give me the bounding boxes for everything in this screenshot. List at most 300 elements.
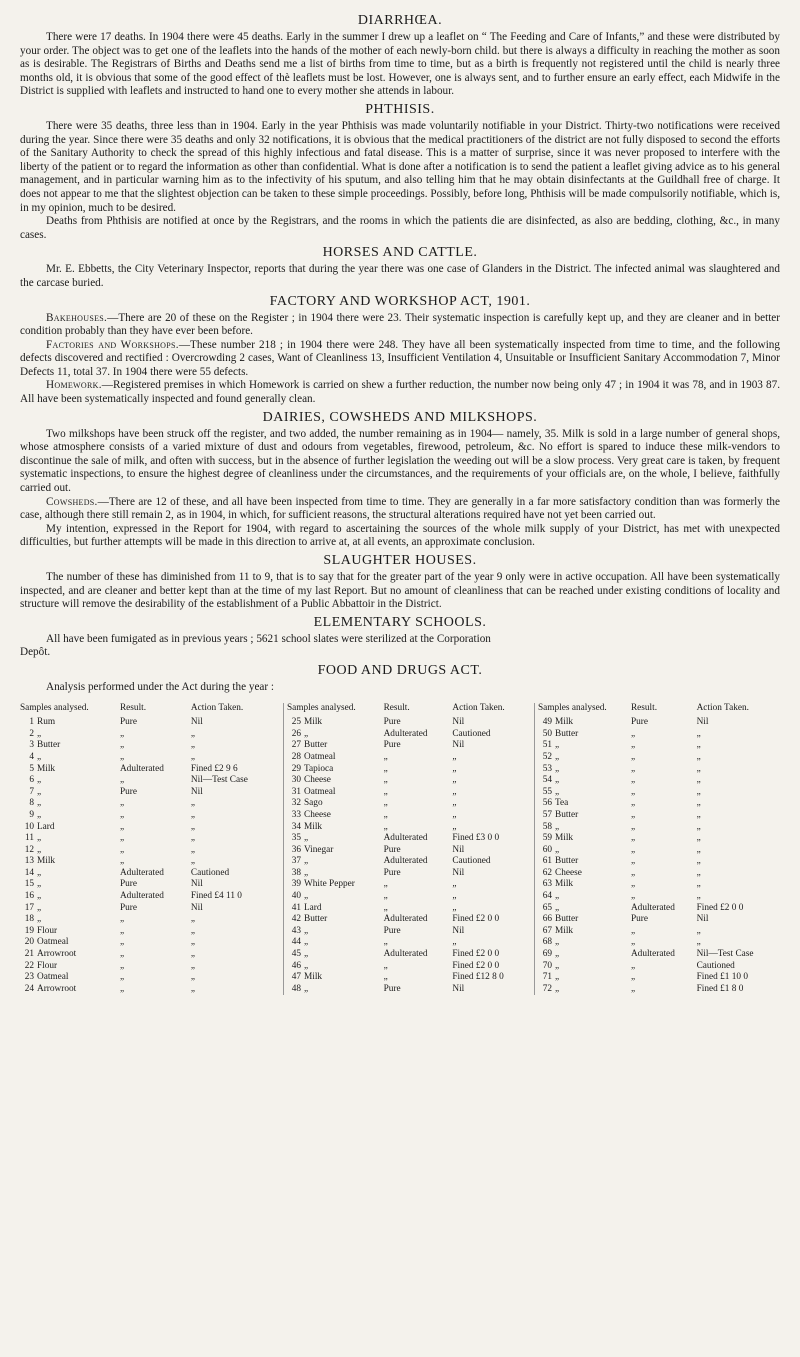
sample-article: „	[555, 821, 560, 832]
sample-result: „	[630, 786, 636, 797]
sample-number: 47	[291, 972, 301, 983]
sample-result: „	[630, 821, 636, 832]
sample-article: „	[304, 856, 309, 867]
sample-article: Milk	[304, 972, 323, 983]
sample-article: Milk	[555, 925, 574, 936]
sample-number: 37	[291, 856, 301, 867]
sample-action: „	[190, 949, 196, 960]
sample-article: Arrowroot	[37, 983, 77, 994]
sample-number: 14	[24, 867, 34, 878]
sample-article: Flour	[37, 960, 58, 971]
sample-action: „	[190, 798, 196, 809]
table-row	[535, 764, 781, 776]
sample-action: „	[452, 902, 457, 913]
sample-result: „	[119, 914, 125, 925]
sample-number: 57	[542, 809, 552, 820]
table-row	[535, 961, 781, 973]
sample-article: „	[37, 728, 42, 739]
sample-number: 61	[542, 856, 552, 867]
table-row	[535, 822, 781, 834]
sample-action: „	[190, 983, 196, 994]
sample-action: „	[696, 879, 701, 890]
table-row	[284, 717, 534, 729]
table-row	[535, 879, 781, 891]
sample-number: 63	[542, 879, 552, 890]
sample-action: Nil	[190, 902, 203, 913]
table-row	[20, 891, 282, 903]
sample-action: Fined £3 0 0	[452, 833, 500, 844]
sample-number: 35	[291, 833, 301, 844]
table-row	[535, 740, 781, 752]
sample-article: „	[37, 867, 42, 878]
sample-result: „	[119, 728, 125, 739]
sample-result: „	[630, 844, 636, 855]
table-row	[284, 972, 534, 984]
table-row	[20, 833, 282, 845]
sample-number: 54	[542, 775, 552, 786]
sample-result: „	[119, 983, 125, 994]
sample-result: „	[630, 833, 636, 844]
sample-result: Adulterated	[630, 902, 675, 913]
sample-number: 34	[291, 821, 301, 832]
sample-action: „	[190, 809, 196, 820]
sample-article: „	[555, 740, 560, 751]
sample-article: Vinegar	[304, 844, 334, 855]
sample-number: 43	[291, 925, 301, 936]
sample-article: Cheese	[304, 775, 331, 786]
sample-number: 46	[291, 960, 301, 971]
table-row	[284, 740, 534, 752]
sample-article: Lard	[37, 821, 55, 832]
sample-result: „	[383, 798, 388, 809]
sample-number: 16	[24, 891, 34, 902]
sample-action: Fined £2 0 0	[452, 949, 500, 960]
sample-action: Nil	[452, 925, 465, 936]
table-row	[284, 914, 534, 926]
sample-action: „	[696, 821, 701, 832]
sample-article: Butter	[555, 914, 579, 925]
table-row	[284, 937, 534, 949]
table-row	[284, 926, 534, 938]
table-row	[535, 856, 781, 868]
sample-result: „	[630, 775, 636, 786]
sample-article: „	[555, 972, 560, 983]
sample-action: Nil	[696, 717, 709, 728]
sample-number: 11	[25, 833, 34, 844]
sample-article: Butter	[304, 740, 328, 751]
table-row	[535, 972, 781, 984]
sample-number: 62	[542, 867, 552, 878]
cowsheds-text: —There are 12 of these, and all have been inspected from time to time. They are generally in a far more satisfactory condition than was formerly the case, although there still remain 2, as in 1904, in which, for sufficient reasons, the structural alterations required have not yet been carried out.	[20, 495, 780, 522]
schools-title: ELEMENTARY SCHOOLS.	[313, 614, 487, 630]
slaughter-paragraph: The number of these has diminished from 11 to 9, that is to say that for the greater part of the year 9 only were in active occupation. All have been systematically inspected, and are cleaner and better kept than at the time of my last Report. But no amount of cleanliness that can be reached under existing conditions of locality and structure will remove the desirability of the establishment of a Public Abbattoir in the District.	[20, 571, 780, 611]
sample-number: 15	[24, 879, 34, 890]
sample-action: Nil	[190, 879, 203, 890]
table-row	[535, 914, 781, 926]
sample-result: „	[630, 983, 636, 994]
sample-article: „	[555, 983, 560, 994]
sample-number: 40	[291, 891, 301, 902]
table-row	[20, 845, 282, 857]
analysis-table-2	[283, 703, 533, 996]
sample-result: „	[383, 809, 388, 820]
horses-paragraph: Mr. E. Ebbetts, the City Veterinary Inspector, reports that during the year there was one case of Glanders in the District. The infected animal was slaughtered and the carcase buried.	[20, 263, 780, 289]
sample-article: Butter	[555, 809, 579, 820]
sample-number: 3	[29, 740, 34, 751]
sample-article: „	[37, 833, 42, 844]
sample-result: „	[119, 775, 125, 786]
sample-result: „	[630, 867, 636, 878]
sample-number: 55	[542, 786, 552, 797]
sample-action: „	[696, 937, 701, 948]
sample-number: 49	[542, 717, 552, 728]
sample-result: „	[630, 728, 636, 739]
table-row	[535, 891, 781, 903]
table-row	[20, 764, 282, 776]
table-row	[284, 949, 534, 961]
sample-action: „	[452, 879, 457, 890]
sample-article: „	[37, 809, 42, 820]
sample-result: „	[630, 960, 636, 971]
sample-result: „	[630, 798, 636, 809]
sample-article: Rum	[37, 717, 56, 728]
sample-action: „	[190, 972, 196, 983]
table-row	[535, 903, 781, 915]
sample-article: „	[37, 902, 42, 913]
sample-action: „	[452, 937, 457, 948]
table-row	[535, 949, 781, 961]
header-action: Action Taken.	[452, 702, 505, 713]
dairies-title: DAIRIES, COWSHEDS AND MILKSHOPS.	[262, 409, 538, 425]
table-row	[20, 914, 282, 926]
table-row	[20, 879, 282, 891]
sample-result: „	[383, 821, 388, 832]
sample-number: 1	[29, 717, 34, 728]
sample-result: „	[630, 740, 636, 751]
sample-action: Nil	[452, 983, 465, 994]
sample-article: Butter	[555, 728, 579, 739]
sample-article: Cheese	[304, 809, 331, 820]
table-row	[284, 868, 534, 880]
factory-title: FACTORY AND WORKSHOP ACT, 1901.	[269, 293, 531, 309]
sample-number: 72	[542, 983, 552, 994]
factories-paragraph	[20, 339, 780, 380]
table-row	[20, 740, 282, 752]
phthisis-paragraph-2: Deaths from Phthisis are notified at once by the Registrars, and the rooms in which the patients die are disinfected, as also are bedding, clothing, &c., in many cases.	[20, 215, 780, 241]
sample-action: „	[190, 960, 196, 971]
table-row	[284, 833, 534, 845]
sample-result: Pure	[383, 717, 401, 728]
sample-action: Fined £2 0 0	[452, 960, 500, 971]
sample-article: „	[304, 867, 309, 878]
sample-number: 7	[29, 786, 34, 797]
factories-lead: Factories and Workshops.	[46, 338, 179, 351]
sample-action: „	[452, 763, 457, 774]
diarrhoea-title: DIARRHŒA.	[357, 13, 443, 28]
sample-action: Cautioned	[452, 728, 491, 739]
sample-number: 9	[29, 809, 34, 820]
sample-article: Milk	[555, 717, 574, 728]
slaughter-title: SLAUGHTER HOUSES.	[323, 553, 477, 568]
sample-number: 41	[291, 902, 301, 913]
sample-article: „	[37, 891, 42, 902]
sample-result: Adulterated	[630, 949, 675, 960]
sample-result: „	[630, 751, 636, 762]
sample-article: Oatmeal	[37, 937, 69, 948]
sample-result: „	[119, 751, 125, 762]
sample-action: Fined £2 0 0	[696, 902, 744, 913]
sample-number: 66	[542, 914, 552, 925]
sample-action: „	[190, 728, 196, 739]
phthisis-paragraph-1: There were 35 deaths, three less than in 1904. Early in the year Phthisis was made voluntarily notifiable in your District. Thirty-two notifications were received during the year. Since there were 35 deaths and only 32 notifications, it is obvious that the medical practitioners of the district are not fully disposed to second the efforts of the Sanitary Authority to check the spread of this highly infectious and fatal disease. This is a matter of surprise, since it was never proposed to interfere with the liberty of the patient or to regard the information as other than confidential. What is done after a notification is to send the patient a leaflet giving advice as to his general management, and in particular warning him as to the infectivity of his sputum, and also telling him that he may obtain disinfectants at the Guildhall free of charge. It does not appear to me that the slightest objection can be taken to these simple proceedings. Possibly, before long, Phthisis will be made compulsorily notifiable, which is, in my opinion, much to be desired.	[20, 119, 780, 214]
sample-number: 8	[29, 798, 34, 809]
table-row	[284, 775, 534, 787]
sample-article: Butter	[304, 914, 328, 925]
sample-article: „	[304, 891, 309, 902]
table-row	[20, 810, 282, 822]
sample-result: Pure	[383, 925, 401, 936]
sample-number: 2	[29, 728, 34, 739]
sample-article: „	[37, 751, 42, 762]
sample-result: „	[383, 879, 388, 890]
sample-article: „	[304, 925, 309, 936]
table-row	[20, 729, 282, 741]
sample-number: 21	[24, 949, 34, 960]
table-row	[284, 845, 534, 857]
sample-number: 36	[291, 844, 301, 855]
sample-number: 18	[24, 914, 34, 925]
sample-result: „	[119, 809, 125, 820]
sample-result: „	[630, 937, 636, 948]
sample-number: 13	[24, 856, 34, 867]
table-row	[284, 798, 534, 810]
sample-article: „	[304, 949, 309, 960]
sample-number: 71	[542, 972, 552, 983]
sample-action: „	[696, 925, 701, 936]
table-row	[284, 879, 534, 891]
sample-result: „	[383, 763, 388, 774]
sample-number: 44	[291, 937, 301, 948]
sample-article: Milk	[37, 763, 56, 774]
factories-text: —These number 218 ; in 1904 there were 248. They have all been systematically inspected from time to time, and the following defects discovered and rectified : Overcrowding 2 cases, Want of Cleanliness 13, Insufficient Ventilation 4, Unsuitable or Insufficient Sanitary Accommodation 7, Minor Defects 11, total 37. In 1904 there were 55 defects.	[20, 338, 780, 378]
sample-number: 22	[24, 960, 34, 971]
sample-result: „	[630, 879, 636, 890]
sample-result: „	[383, 960, 388, 971]
sample-action: „	[452, 798, 457, 809]
sample-result: „	[119, 972, 125, 983]
homework-lead: Homework.	[46, 379, 102, 392]
sample-action: Nil	[696, 914, 709, 925]
sample-article: „	[555, 960, 560, 971]
sample-action: „	[696, 809, 701, 820]
table-row	[535, 845, 781, 857]
sample-action: „	[696, 891, 701, 902]
sample-action: „	[452, 821, 457, 832]
sample-action: „	[696, 844, 701, 855]
sample-article: „	[555, 902, 560, 913]
sample-article: „	[555, 763, 560, 774]
sample-article: „	[555, 949, 560, 960]
sample-article: „	[304, 833, 309, 844]
header-samples: Samples analysed.	[538, 702, 607, 713]
sample-result: „	[119, 960, 125, 971]
table-row	[284, 752, 534, 764]
sample-number: 33	[291, 809, 301, 820]
sample-result: Pure	[119, 879, 138, 890]
sample-number: 10	[24, 821, 34, 832]
sample-number: 42	[291, 914, 301, 925]
homework-paragraph	[20, 379, 780, 406]
sample-action: Fined £1 8 0	[696, 983, 744, 994]
dairies-paragraph: Two milkshops have been struck off the register, and two added, the number remaining as in 1904— namely, 35. Milk is sold in a large number of general shops, whose atmosphere consists of a varied mixture of dust and odours from vegetables, firewood, petroleum, &c. No effort is spared to induce these milk-vendors to discontinue the sale of milk, and often with success, but in the absence of further legislation the weeding out will be a slow process. Very great care is taken, by frequent systematic inspections, to ensure the highest degree of cleanliness under the circumstances, and the requirements of your officials are, on the whole, I believe, faithfully carried out.	[20, 427, 780, 495]
table-row	[284, 810, 534, 822]
sample-result: Pure	[383, 867, 401, 878]
sample-action: „	[452, 775, 457, 786]
sample-result: „	[119, 798, 125, 809]
table-row	[20, 752, 282, 764]
milk-supply-paragraph: My intention, expressed in the Report for 1904, with regard to ascertaining the sources of the whole milk supply of your District, has met with unexpected difficulties, but further attempts will be made in this direction to arrive at, at all events, an approximate conclusion.	[20, 522, 780, 549]
sample-number: 53	[542, 763, 552, 774]
sample-number: 64	[542, 891, 552, 902]
sample-result: Adulterated	[383, 856, 428, 867]
sample-action: „	[452, 809, 457, 820]
analysis-table-1	[20, 703, 282, 996]
sample-action: Nil	[452, 844, 465, 855]
sample-number: 48	[291, 983, 301, 994]
sample-article: „	[555, 891, 560, 902]
table-row	[20, 868, 282, 880]
sample-action: „	[190, 914, 196, 925]
sample-action: „	[452, 751, 457, 762]
food-title: FOOD AND DRUGS ACT.	[317, 662, 483, 678]
table-row	[20, 949, 282, 961]
sample-action: „	[190, 821, 196, 832]
sample-action: „	[696, 728, 701, 739]
sample-result: „	[119, 937, 125, 948]
sample-result: „	[630, 856, 636, 867]
sample-number: 38	[291, 867, 301, 878]
table-row	[20, 961, 282, 973]
table-row	[284, 856, 534, 868]
report-page	[20, 0, 780, 995]
sample-result: „	[119, 949, 125, 960]
sample-number: 30	[291, 775, 301, 786]
sample-result: „	[383, 751, 388, 762]
diarrhoea-paragraph: There were 17 deaths. In 1904 there were 45 deaths. Early in the summer I drew up a leaflet on “ The Feeding and Care of Infants,” and these were distributed by your order. The object was to get one of the leaflets into the hands of the mother of each newly-born child. but there is always a difficulty in reaching the mother as soon as is desirable. The Registrars of Births and Deaths send me a list of births from time to time, but as a birth is frequently not registered until the child is nearly three months old, it is obvious that some of the good effect of thè leaflets must be lost. However, one is always sent, and to further ensure an early effect, each Midwife in the District is supplied with leaflets and instructed to hand one to every mother she attends in labour.	[20, 31, 780, 98]
table-row	[20, 856, 282, 868]
sample-number: 4	[29, 751, 34, 762]
sample-result: „	[630, 763, 636, 774]
sample-action: Nil	[190, 717, 203, 728]
sample-result: „	[630, 925, 636, 936]
header-result: Result.	[630, 702, 658, 713]
sample-article: „	[304, 728, 309, 739]
sample-action: Cautioned	[190, 867, 230, 878]
sample-number: 58	[542, 821, 552, 832]
sample-action: „	[190, 925, 196, 936]
sample-article: „	[304, 983, 309, 994]
sample-number: 68	[542, 937, 552, 948]
sample-number: 26	[291, 728, 301, 739]
header-result: Result.	[383, 702, 410, 713]
table-row	[535, 833, 781, 845]
table-row	[284, 961, 534, 973]
sample-number: 25	[291, 717, 301, 728]
sample-article: „	[37, 844, 42, 855]
horses-title: HORSES AND CATTLE.	[322, 245, 478, 261]
sample-action: „	[696, 856, 701, 867]
sample-result: „	[119, 821, 125, 832]
sample-number: 60	[542, 844, 552, 855]
sample-article: Butter	[37, 740, 61, 751]
table-row	[535, 717, 781, 729]
table-row	[535, 984, 781, 996]
sample-action: „	[190, 751, 196, 762]
sample-action: „	[696, 798, 701, 809]
sample-action: Fined £4 11 0	[190, 891, 242, 902]
sample-result: Pure	[119, 786, 138, 797]
sample-result: „	[630, 891, 636, 902]
table-row	[535, 810, 781, 822]
sample-number: 32	[291, 798, 301, 809]
sample-article: Oatmeal	[304, 751, 336, 762]
sample-number: 31	[291, 786, 301, 797]
sample-number: 19	[24, 925, 34, 936]
sample-action: Nil	[452, 740, 465, 751]
table-row	[20, 937, 282, 949]
schools-paragraph: All have been fumigated as in previous years ; 5621 school slates were sterilized at the Corporation	[46, 632, 491, 645]
table-row	[535, 752, 781, 764]
sample-result: Pure	[630, 717, 648, 728]
sample-number: 70	[542, 960, 552, 971]
table-row	[535, 937, 781, 949]
sample-action: Nil—Test Case	[696, 949, 754, 960]
table-row	[284, 787, 534, 799]
sample-action: „	[696, 763, 701, 774]
sample-result: Adulterated	[383, 728, 428, 739]
sample-number: 20	[24, 937, 34, 948]
sample-number: 24	[24, 983, 34, 994]
sample-article: Milk	[555, 833, 574, 844]
sample-action: Fined £2 9 6	[190, 763, 238, 774]
table-row	[284, 903, 534, 915]
sample-action: „	[696, 786, 701, 797]
bakehouses-paragraph	[20, 312, 780, 339]
sample-article: „	[37, 775, 42, 786]
sample-action: „	[452, 891, 457, 902]
sample-action: „	[696, 833, 701, 844]
sample-article: „	[304, 960, 309, 971]
sample-article: Lard	[304, 902, 322, 913]
bakehouses-text: —There are 20 of these on the Register ; in 1904 there were 23. Their systematic inspection is carefully kept up, and they are cleaner and in better condition probably than they have ever been before.	[20, 311, 780, 338]
sample-result: „	[383, 937, 388, 948]
sample-action: Nil—Test Case	[190, 775, 248, 786]
sample-number: 67	[542, 925, 552, 936]
sample-article: „	[555, 844, 560, 855]
sample-result: „	[383, 972, 388, 983]
sample-article: White Pepper	[304, 879, 355, 890]
table-row	[535, 775, 781, 787]
header-action: Action Taken.	[190, 702, 244, 713]
sample-result: „	[119, 833, 125, 844]
sample-article: Butter	[555, 856, 579, 867]
header-result: Result.	[119, 702, 147, 713]
sample-action: „	[190, 844, 196, 855]
sample-number: 51	[542, 740, 552, 751]
sample-article: „	[37, 914, 42, 925]
sample-result: Adulterated	[119, 891, 164, 902]
table-row	[535, 798, 781, 810]
